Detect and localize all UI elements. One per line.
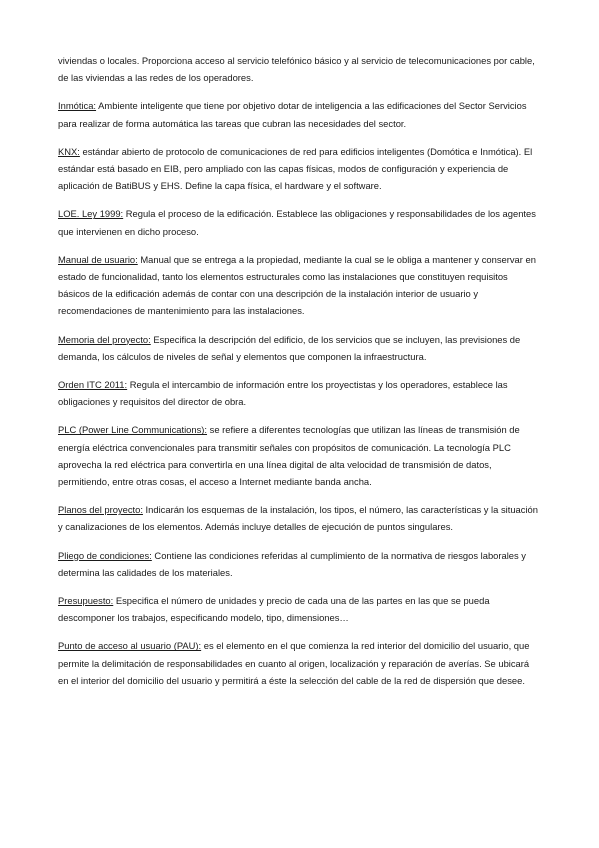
glossary-definition: Indicarán los esquemas de la instalación, los tipos, el número, las características y la situación y canalizaciones de los elementos. Además incluye detalles de ejecución de puntos singulares. bbox=[58, 504, 538, 533]
glossary-term: Presupuesto: bbox=[58, 595, 114, 607]
glossary-definition: Especifica el número de unidades y precio de cada una de las partes en las que se pueda descomponer los trabajos, especificando modelo, tipo, dimensiones… bbox=[58, 595, 490, 624]
glossary-entry-loe bbox=[58, 205, 541, 239]
glossary-term: Manual de usuario: bbox=[58, 253, 138, 265]
glossary-entry-orden-itc bbox=[58, 376, 541, 410]
intro-paragraph: viviendas o locales. Proporciona acceso al servicio telefónico básico y al servicio de telecomunicaciones por cable, de las viviendas a las redes de los operadores. bbox=[58, 55, 535, 84]
glossary-term: PLC (Power Line Communications): bbox=[58, 424, 208, 436]
glossary-entry-pliego-condiciones bbox=[58, 547, 541, 581]
glossary-term: Pliego de condiciones: bbox=[58, 549, 152, 561]
glossary-entry-memoria-proyecto bbox=[58, 331, 541, 365]
glossary-term: Orden ITC 2011: bbox=[58, 379, 128, 391]
glossary-definition: Regula el intercambio de información entre los proyectistas y los operadores, establece las obligaciones y requisitos del director de obra. bbox=[58, 379, 508, 408]
glossary-entry-plc bbox=[58, 421, 541, 490]
glossary-entry-manual-usuario bbox=[58, 251, 541, 320]
glossary-definition: Ambiente inteligente que tiene por objetivo dotar de inteligencia a las edificaciones del Sector Servicios para realizar de forma automática las tareas que cubran las necesidades del sector. bbox=[58, 100, 527, 129]
glossary-definition: Manual que se entrega a la propiedad, mediante la cual se le obliga a mantener y conservar en estado de funcionalidad, tanto los elementos estructurales como las instalaciones que constituyen requisitos básicos de la edificación además de contar con una descripción de la instalación interior de usuario y recomendaciones de mantenimiento para las instalaciones. bbox=[58, 253, 536, 317]
glossary-term: Inmótica: bbox=[58, 100, 97, 112]
glossary-definition: estándar abierto de protocolo de comunicaciones de red para edificios inteligentes (Domótica e Inmótica). El estándar está basado en EIB, pero ampliado con las capas físicas, modos de configuración y experiencia de aplicación de BatiBUS y EHS. Define la capa física, el hardware y el software. bbox=[58, 145, 533, 192]
glossary-entry-knx bbox=[58, 143, 541, 195]
glossary-definition: Contiene las condiciones referidas al cumplimiento de la normativa de riesgos laborales y determina las calidades de los materiales. bbox=[58, 549, 526, 578]
glossary-definition: se refiere a diferentes tecnologías que utilizan las líneas de transmisión de energía eléctrica convencionales para transmitir señales con propósitos de comunicación. La tecnología PLC aprovecha la red eléctrica para convertirla en una línea digital de alta velocidad de transmisión de datos, permitiendo, entre otras cosas, el acceso a Internet mediante banda ancha. bbox=[58, 424, 520, 488]
glossary-definition: es el elemento en el que comienza la red interior del domicilio del usuario, que permite la delimitación de responsabilidades en cuanto al origen, localización y reparación de averías. Se ubicará en el interior del domicilio del usuario y permitirá a éste la selección del cable de la red de dispersión que desee. bbox=[58, 640, 530, 686]
glossary-term: Planos del proyecto: bbox=[58, 504, 143, 516]
glossary-entry-inmotica bbox=[58, 97, 541, 131]
glossary-definition: Especifica la descripción del edificio, de los servicios que se incluyen, las previsiones de demanda, los cálculos de niveles de señal y elementos que componen la infraestructura. bbox=[58, 333, 521, 362]
glossary-entry-presupuesto bbox=[58, 592, 541, 626]
glossary-term: Memoria del proyecto: bbox=[58, 333, 151, 345]
glossary-definition: Regula el proceso de la edificación. Establece las obligaciones y responsabilidades de los agentes que intervienen en dicho proceso. bbox=[58, 208, 536, 237]
glossary-term: LOE. Ley 1999: bbox=[58, 208, 124, 220]
glossary-term: Punto de acceso al usuario (PAU): bbox=[58, 640, 202, 652]
glossary-term: KNX: bbox=[58, 145, 80, 157]
glossary-entry-pau bbox=[58, 637, 541, 689]
glossary-entry-planos-proyecto bbox=[58, 501, 541, 535]
